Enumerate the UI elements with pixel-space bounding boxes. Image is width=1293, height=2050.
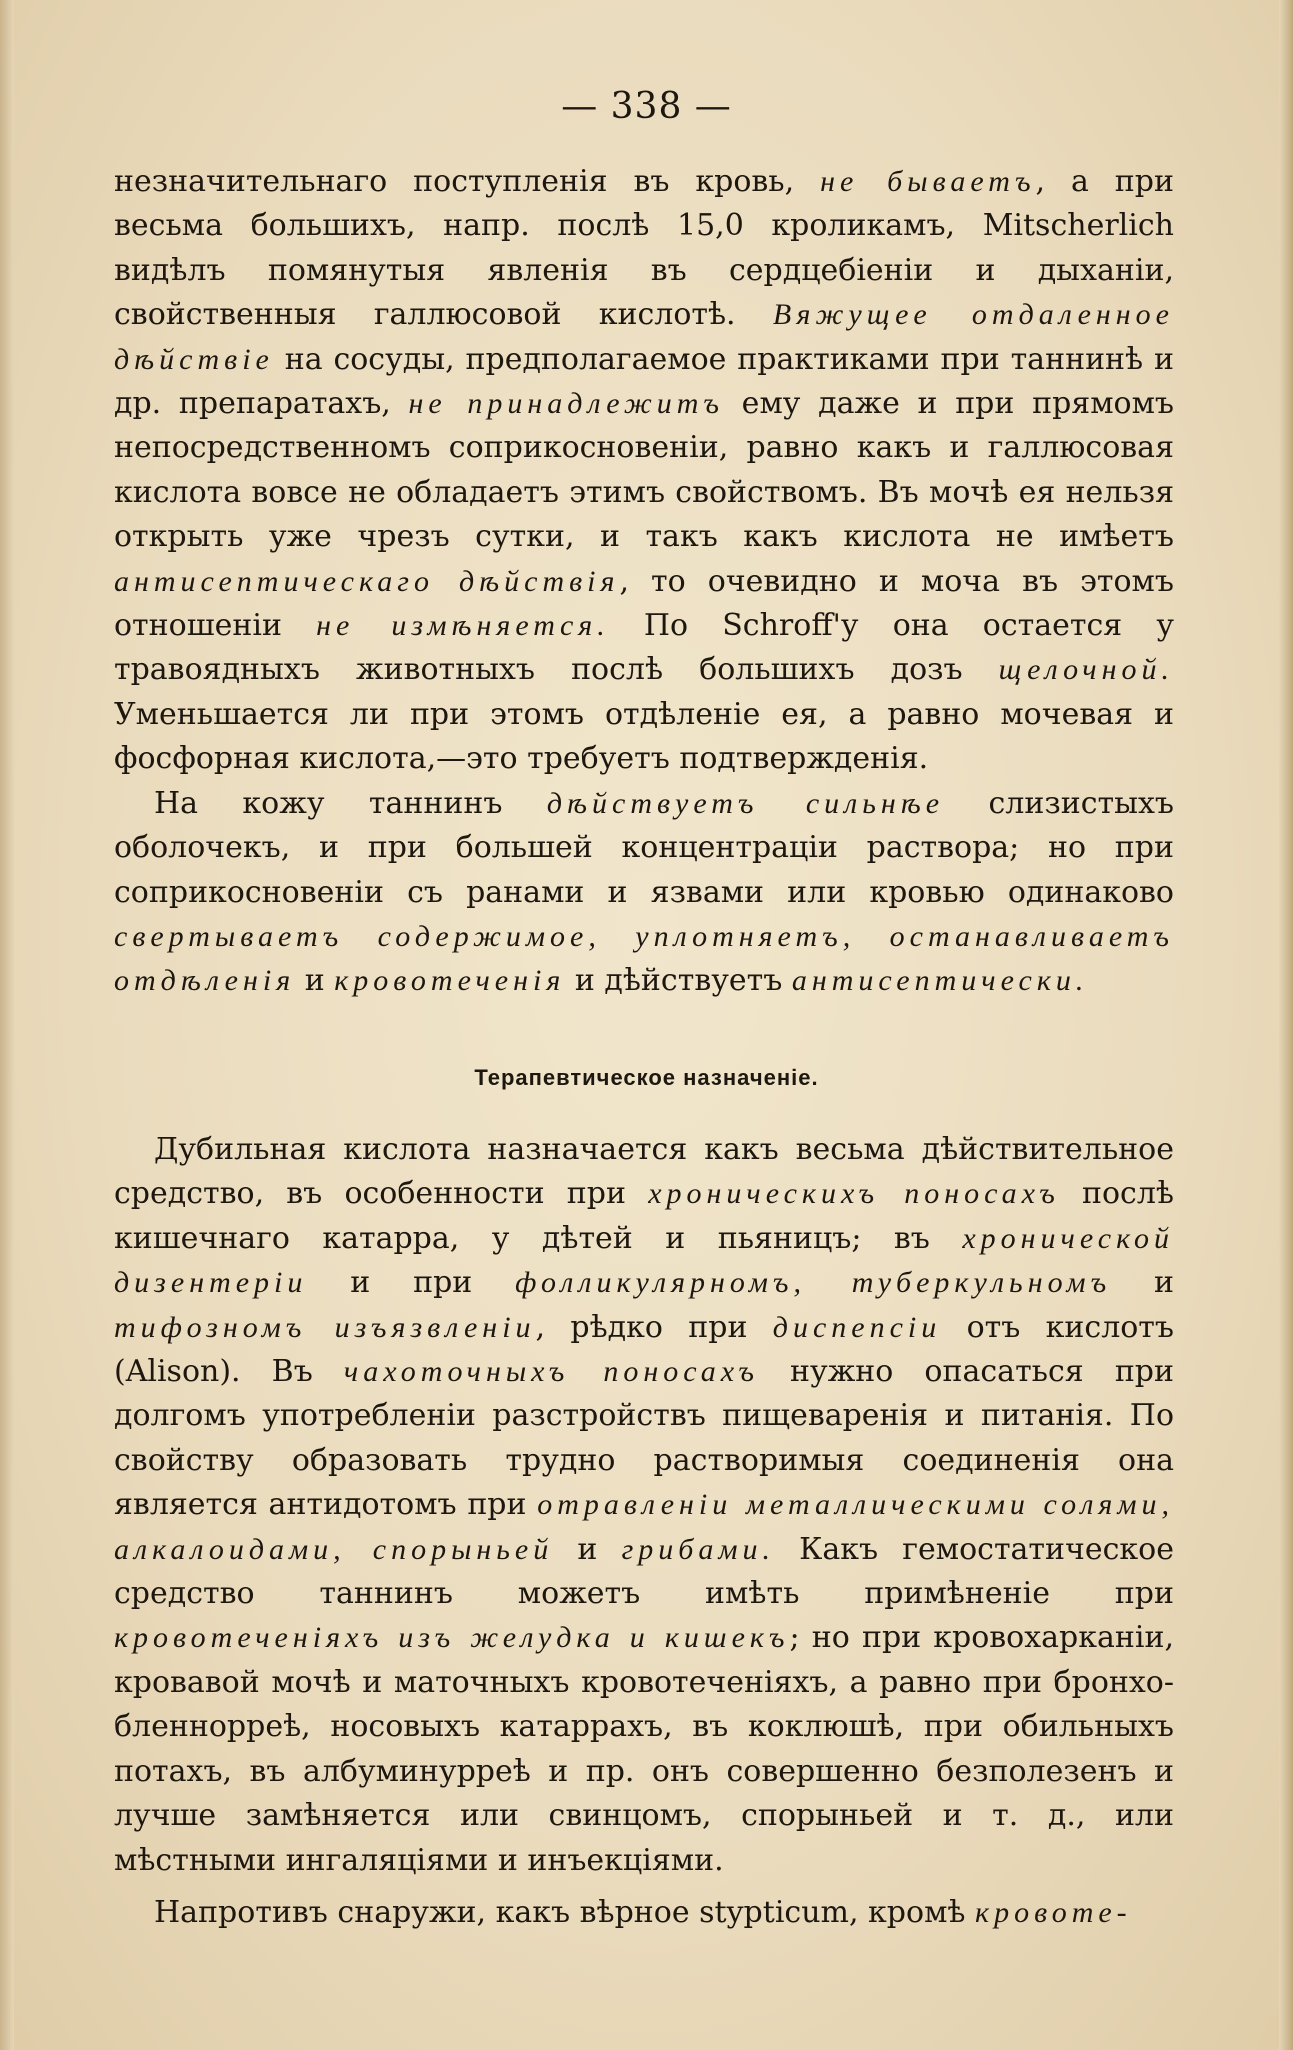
text-run: ему даже и при прямомъ непосредственномъ соприкосновеніи, равно какъ и галлюсовая кислота вовсе не обладаетъ этимъ свойствомъ. Въ мочѣ ея нельзя открыть уже чрезъ сутки, и такъ какъ кислота не имѣетъ: [114, 386, 1175, 555]
emphasized-text: кровотеченіяхъ изъ желудка и кишекъ: [114, 1621, 790, 1655]
emphasized-text: хроническихъ поносахъ: [648, 1177, 1060, 1211]
emphasized-text: антисептическаго дѣйствія: [114, 564, 620, 598]
text-run: Уменьшается ли при этомъ отдѣленіе ея, а равно мочевая и фосфорная кислота,—это требуетъ подтвержденія.: [114, 696, 1174, 777]
emphasized-text: тифозномъ изъязвленіи: [114, 1310, 536, 1344]
text-run: и при: [307, 1265, 516, 1301]
emphasized-text: кровотеченія: [334, 964, 566, 998]
paragraph-4: [114, 1891, 1174, 1935]
page-edge-left: [0, 0, 14, 2050]
emphasized-text: хронической дизентеріи: [114, 1221, 1174, 1300]
emphasized-text: чахоточныхъ поносахъ: [343, 1355, 759, 1389]
text-run: ; но при кровохарканіи, кровавой мочѣ и маточныхъ кровотеченіяхъ, а равно при бронхо-бленнорреѣ, носовыхъ катаррахъ, въ коклюшѣ, при обильныхъ потахъ, въ албуминурреѣ и пр. онъ совершенно безполезенъ и лучше замѣняется или свинцомъ, спорыньей и т. д., или мѣстными ингаляціями и инъекціями.: [114, 1620, 1175, 1878]
page-number: — 338 —: [561, 86, 732, 127]
text-run: На кожу таннинъ: [154, 785, 547, 821]
text-run: , то очевидно и моча въ этомъ отношеніи: [114, 563, 1174, 644]
emphasized-text: не принадлежитъ: [408, 387, 724, 421]
text-run: Какъ гемостатическое средство таннинъ можетъ имѣть примѣненіе при: [114, 1531, 1174, 1612]
emphasized-text: кровоте-: [975, 1895, 1132, 1929]
text-run: нужно опасаться при долгомъ употребленіи разстройствъ пищеваренія и питанія. По свойству образовать трудно растворимыя соединенія она является антидотомъ при: [114, 1354, 1175, 1523]
text-run: и: [1111, 1265, 1174, 1301]
emphasized-text: не бываетъ: [820, 165, 1036, 198]
text-run: и: [553, 1531, 622, 1567]
text-run: Напротивъ снаружи, какъ вѣрное stypticum, кромѣ: [154, 1894, 976, 1930]
body-text-bottom: [114, 1128, 1174, 1935]
emphasized-text: Вяжущее отдаленное дѣйствіе: [114, 298, 1174, 376]
emphasized-text: свертываетъ содержимое, уплотняетъ, останавливаетъ отдѣленія: [114, 919, 1174, 998]
text-run: и: [295, 963, 335, 999]
text-run: , а при весьма большихъ, напр. послѣ 15,0 кроликамъ, Mitscherlich видѣлъ помянутыя явленія въ сердцебіеніи и дыханіи, свойственныя галлюсовой кислотѣ.: [114, 164, 1174, 333]
emphasized-text: не измѣняется.: [316, 609, 610, 643]
page-edge-right: [1279, 0, 1293, 2050]
emphasized-text: антисептически.: [791, 964, 1089, 998]
emphasized-text: фолликулярномъ, туберкульномъ: [515, 1266, 1112, 1300]
text-run: По Schroff'у она остается у травоядныхъ животныхъ послѣ большихъ дозъ: [114, 608, 1175, 688]
section-heading: Терапевтическое назначеніе.: [474, 1065, 819, 1090]
text-run: , рѣдко при: [535, 1309, 773, 1345]
text-run: Дубильная кислота назначается какъ весьма дѣйствительное средство, въ особенности при: [114, 1132, 1174, 1212]
text-run: незначительнаго поступленія въ кровь,: [114, 164, 821, 199]
body-text-top: [114, 160, 1174, 1004]
emphasized-text: отравленіи металлическими солями, алкалоидами, спорыньей: [114, 1488, 1174, 1566]
text-run: слизистыхъ оболочекъ, и при большей концентраціи раствора; но при соприкосновеніи съ ранами и язвами или кровью одинаково: [114, 785, 1174, 910]
paragraph-3: [114, 1128, 1174, 1883]
emphasized-text: диспепсіи: [772, 1310, 942, 1344]
text-run: на сосуды, предполагаемое практиками при таннинѣ и др. препаратахъ,: [114, 341, 1174, 422]
emphasized-text: дѣйствуетъ сильнѣе: [546, 786, 945, 820]
paragraph-2: [114, 782, 1174, 1004]
text-run: и дѣйствуетъ: [565, 963, 792, 999]
paragraph-1: [114, 160, 1174, 782]
text-run: отъ кислотъ (Alison). Въ: [114, 1309, 1174, 1390]
emphasized-text: грибами.: [621, 1532, 776, 1566]
text-run: послѣ кишечнаго катарра, у дѣтей и пьяницъ; въ: [114, 1176, 1174, 1256]
emphasized-text: щелочной.: [998, 653, 1174, 687]
